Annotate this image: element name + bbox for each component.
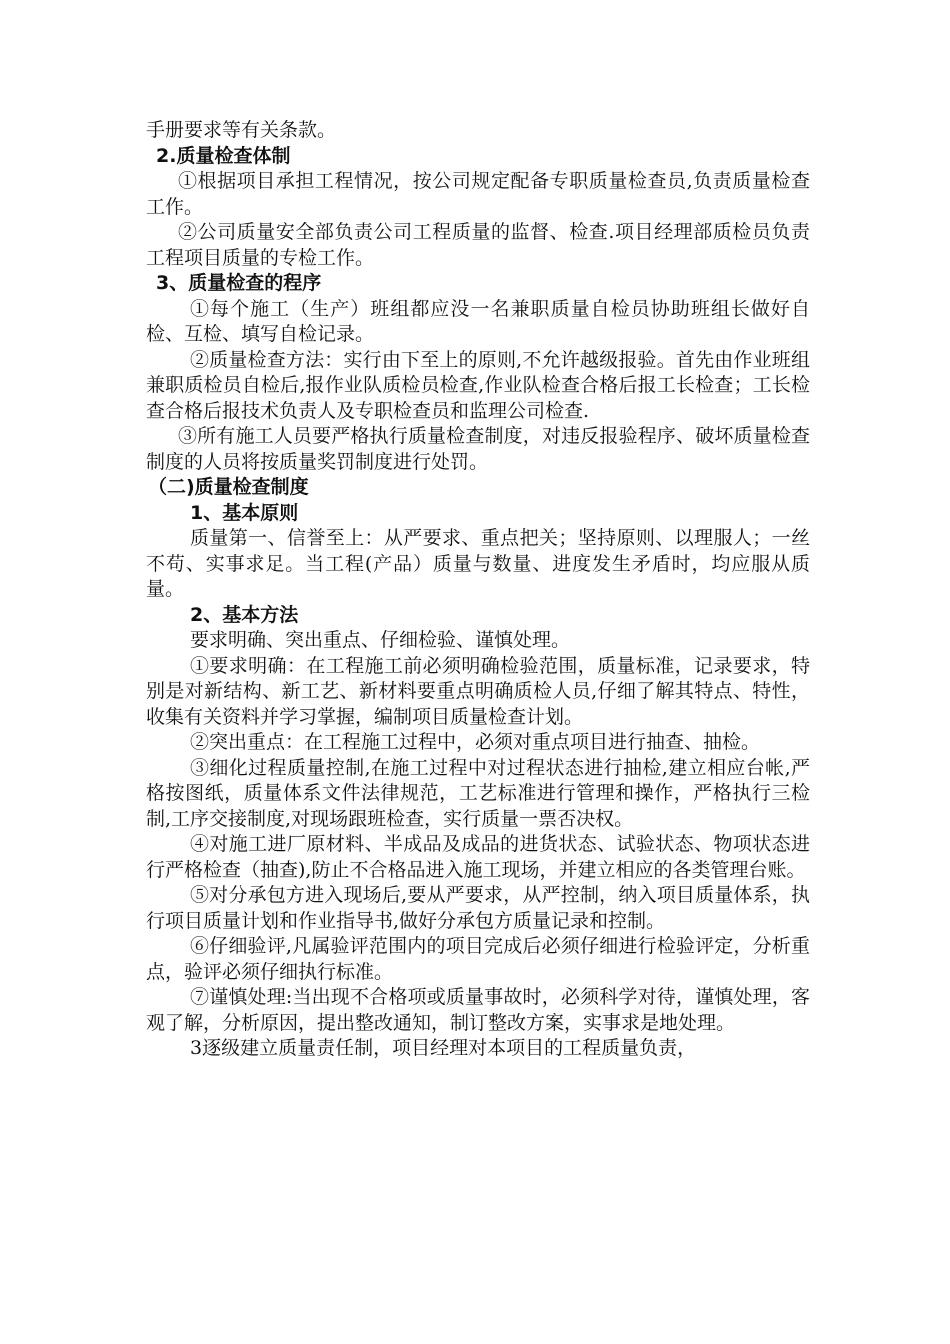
body-paragraph: 要求明确、突出重点、仔细检验、谨慎处理。 — [190, 629, 571, 651]
body-paragraph: ④对施工进厂原材料、半成品及成品的进货状态、试验状态、物项状态进行严格检查（抽查),防止不合格品进入施工现场，并建立相应的各类管理台账。 — [146, 833, 810, 881]
section-heading: 1、基本原则 — [190, 501, 299, 524]
body-paragraph: 3逐级建立质量责任制，项目经理对本项目的工程质量负责， — [190, 1037, 697, 1059]
body-paragraph: ①根据项目承担工程情况，按公司规定配备专职质量检查员,负责质量检查工作。 — [146, 170, 810, 218]
body-paragraph: 手册要求等有关条款。 — [146, 119, 337, 141]
body-paragraph: ②质量检查方法：实行由下至上的原则,不允许越级报验。首先由作业班组兼职质检员自检后,报作业队质检员检查,作业队检查合格后报工长检查；工长检查合格后报技术负责人及专职检查员和监理公司检查. — [146, 348, 810, 422]
section-heading: 2、基本方法 — [190, 603, 299, 626]
body-paragraph: ⑥仔细验评,凡属验评范围内的项目完成后必须仔细进行检验评定，分析重点，验评必须仔细执行标准。 — [146, 935, 810, 983]
body-paragraph: ③细化过程质量控制,在施工过程中对过程状态进行抽检,建立相应台帐,严格按图纸，质量体系文件法律规范，工艺标准进行管理和操作，严格执行三检制,工序交接制度,对现场跟班检查，实行质量一票否决权。 — [146, 756, 810, 830]
body-paragraph: ①要求明确：在工程施工前必须明确检验范围，质量标准，记录要求，特别是对新结构、新工艺、新材料要重点明确质检人员,仔细了解其特点、特性，收集有关资料并学习掌握，编制项目质量检查计划。 — [146, 654, 810, 728]
section-heading: 2.质量检查体制 — [156, 144, 291, 167]
section-heading: 3、质量检查的程序 — [156, 272, 322, 294]
body-paragraph: ⑦谨慎处理:当出现不合格项或质量事故时，必须科学对待，谨慎处理，客观了解，分析原因，提出整改通知，制订整改方案，实事求是地处理。 — [146, 986, 810, 1034]
body-paragraph: ③所有施工人员要严格执行质量检查制度，对违反报验程序、破坏质量检查制度的人员将按质量奖罚制度进行处罚。 — [146, 425, 810, 473]
document-page — [146, 118, 810, 1062]
section-heading: （二)质量检查制度 — [148, 476, 309, 498]
body-paragraph: ②公司质量安全部负责公司工程质量的监督、检查.项目经理部质检员负责工程项目质量的专检工作。 — [146, 221, 810, 269]
body-paragraph: ①每个施工（生产）班组都应没一名兼职质量自检员协助班组长做好自检、互检、填写自检记录。 — [146, 297, 810, 345]
body-paragraph: ②突出重点：在工程施工过程中，必须对重点项目进行抽查、抽检。 — [190, 731, 761, 753]
body-paragraph: ⑤对分承包方进入现场后,要从严要求，从严控制，纳入项目质量体系，执行项目质量计划和作业指导书,做好分承包方质量记录和控制。 — [146, 884, 810, 932]
body-paragraph: 质量第一、信誉至上：从严要求、重点把关；坚持原则、以理服人；一丝不苟、实事求足。当工程(产品）质量与数量、进度发生矛盾时，均应服从质量。 — [146, 527, 810, 600]
